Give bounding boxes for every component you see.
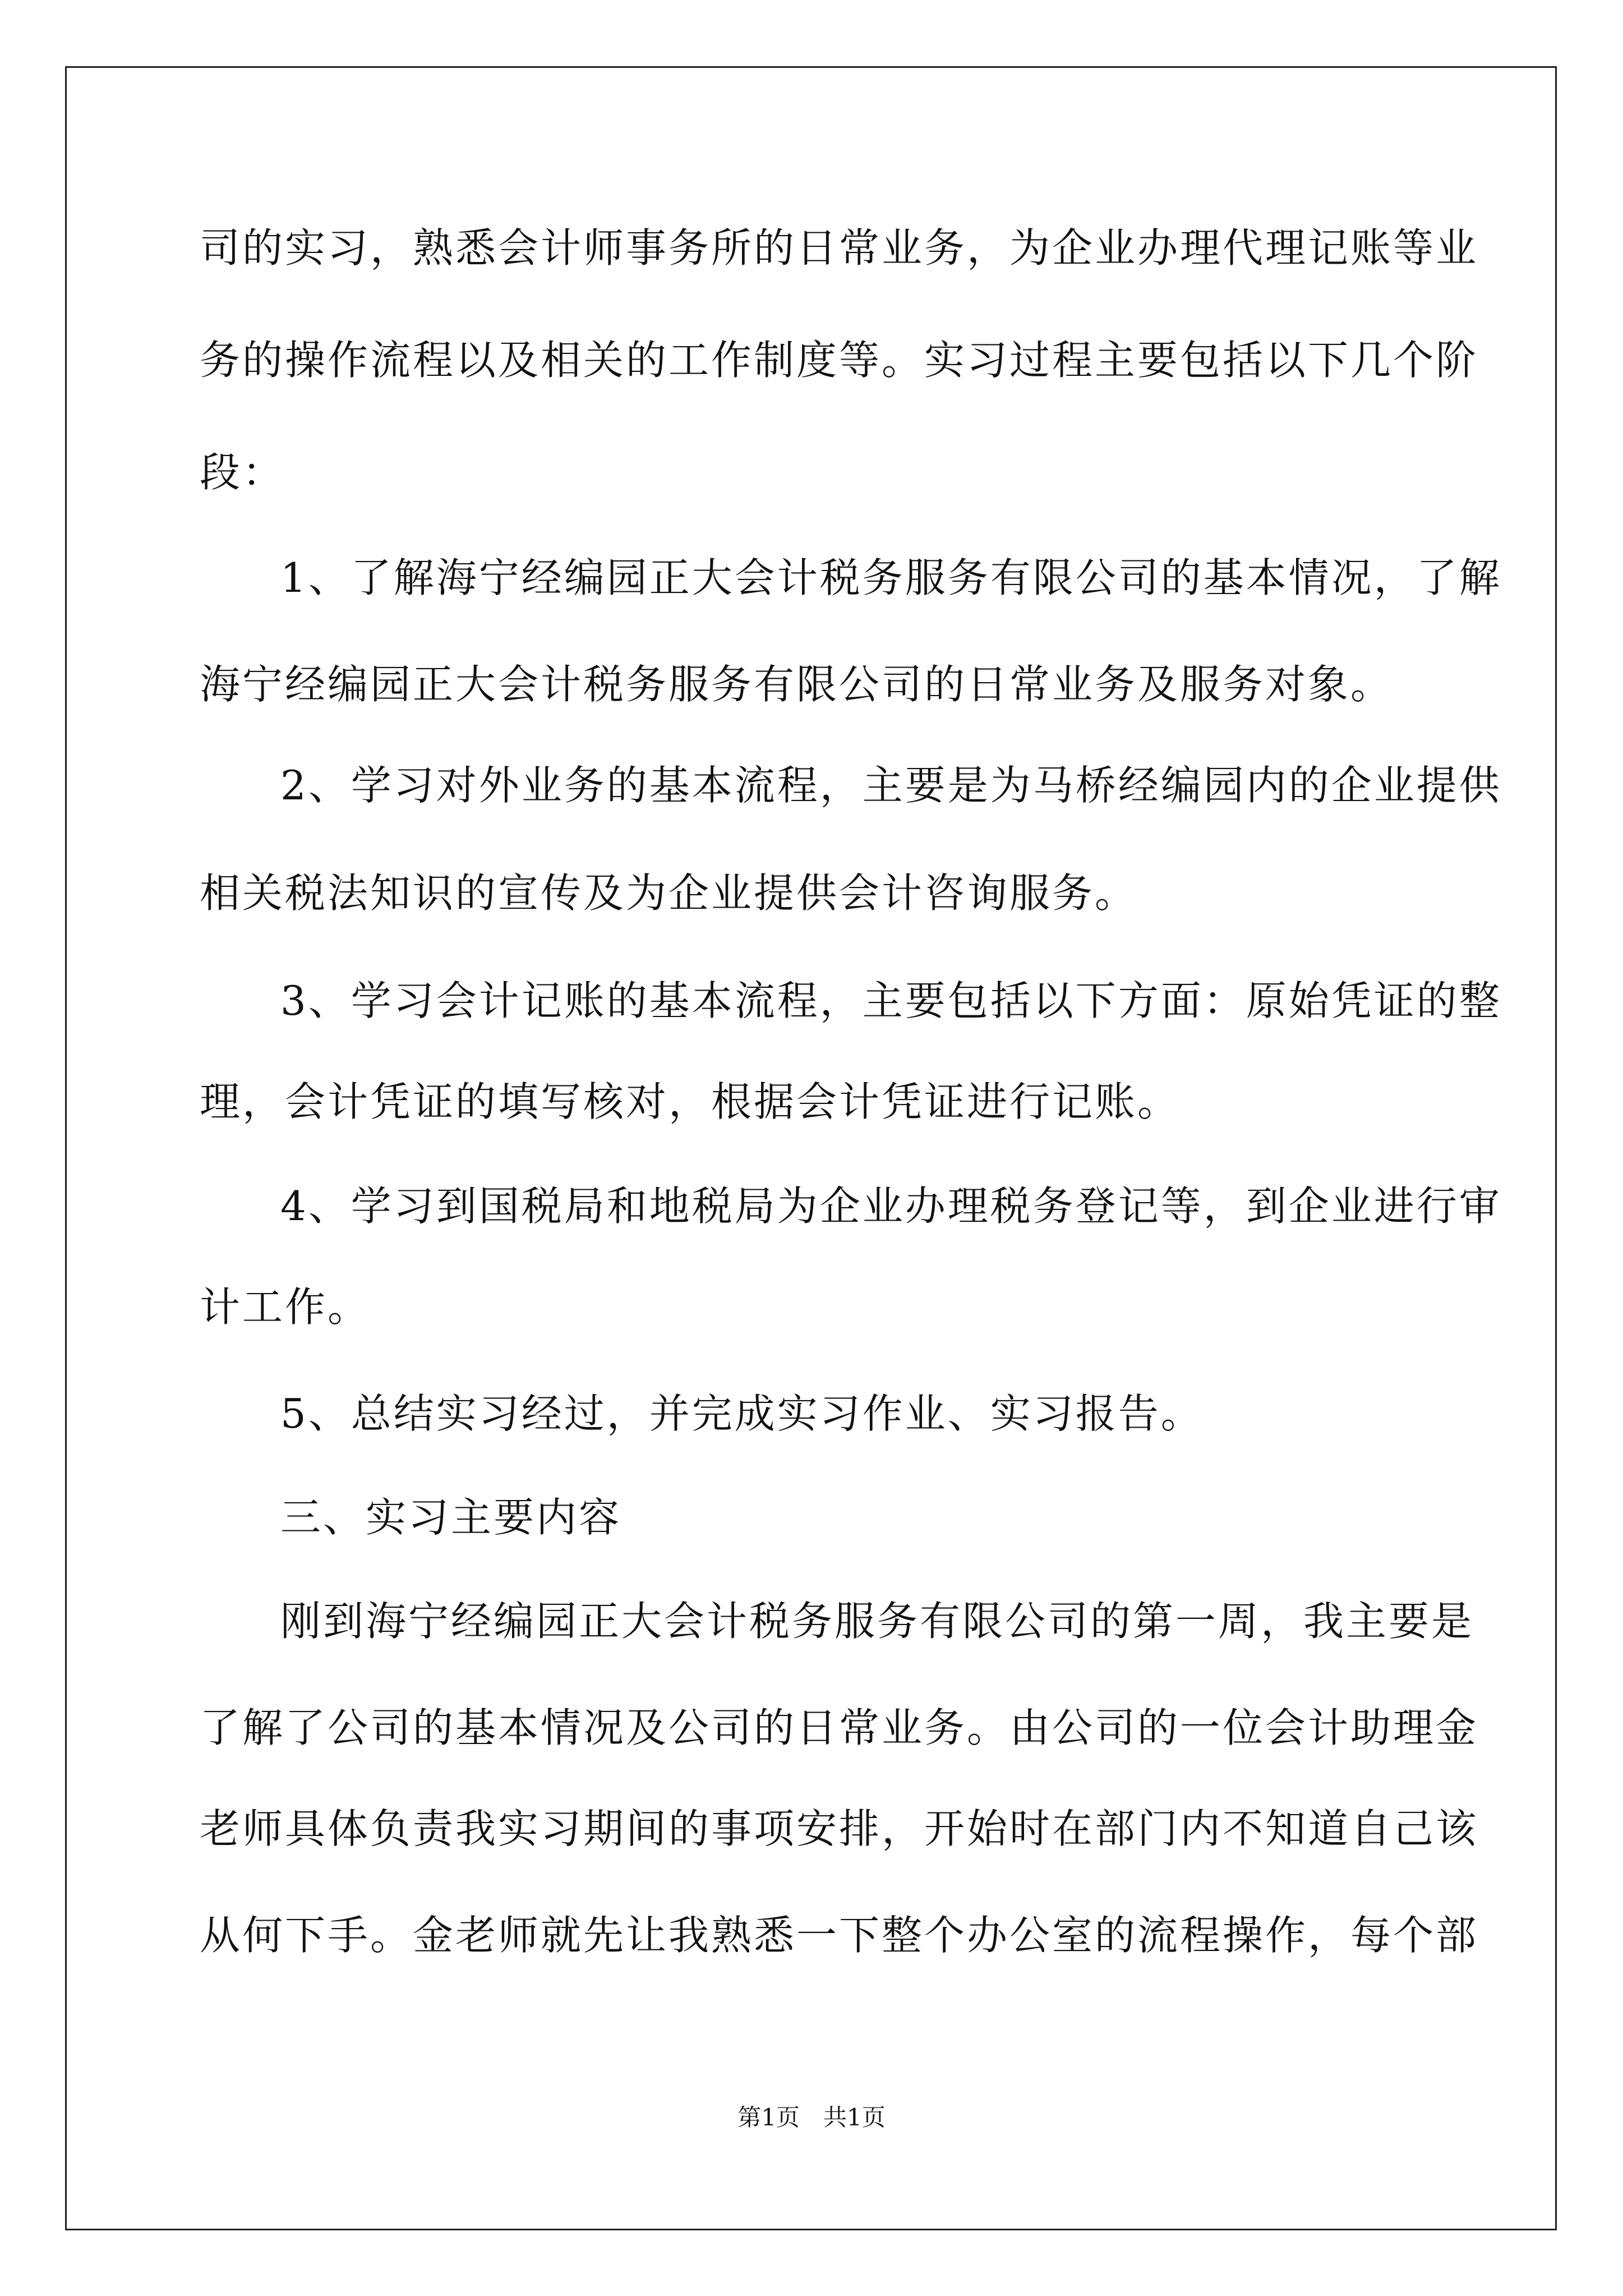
list-item-1-line-1: 1、了解海宁经编园正大会计税务服务有限公司的基本情况，了解 xyxy=(280,554,1502,601)
paragraph-line-3: 老师具体负责我实习期间的事项安排，开始时在部门内不知道自己该 xyxy=(200,1805,1479,1852)
list-item-5: 5、总结实习经过，并完成实习作业、实习报告。 xyxy=(280,1390,1204,1437)
list-item-2-line-1: 2、学习对外业务的基本流程，主要是为马桥经编园内的企业提供 xyxy=(280,762,1502,809)
body-text-line-3: 段： xyxy=(200,449,285,496)
paragraph-line-4: 从何下手。金老师就先让我熟悉一下整个办公室的流程操作，每个部 xyxy=(200,1912,1479,1959)
list-item-4-line-2: 计工作。 xyxy=(200,1283,371,1331)
page-footer: 第1页 共1页 xyxy=(737,2104,886,2131)
list-item-2-line-2: 相关税法知识的宣传及为企业提供会计咨询服务。 xyxy=(200,869,1138,917)
list-item-3-line-1: 3、学习会计记账的基本流程，主要包括以下方面：原始凭证的整 xyxy=(280,977,1502,1024)
paragraph-line-1: 刚到海宁经编园正大会计税务服务有限公司的第一周，我主要是 xyxy=(280,1598,1474,1645)
list-item-3-line-2: 理，会计凭证的填写核对，根据会计凭证进行记账。 xyxy=(200,1078,1181,1125)
list-item-1-line-2: 海宁经编园正大会计税务服务有限公司的日常业务及服务对象。 xyxy=(200,661,1394,708)
section-heading: 三、实习主要内容 xyxy=(280,1494,622,1541)
paragraph-line-2: 了解了公司的基本情况及公司的日常业务。由公司的一位会计助理金 xyxy=(200,1704,1479,1751)
body-text-line-1: 司的实习，熟悉会计师事务所的日常业务，为企业办理代理记账等业 xyxy=(200,224,1479,272)
list-item-4-line-1: 4、学习到国税局和地税局为企业办理税务登记等，到企业进行审 xyxy=(280,1182,1502,1230)
body-text-line-2: 务的操作流程以及相关的工作制度等。实习过程主要包括以下几个阶 xyxy=(200,337,1479,384)
